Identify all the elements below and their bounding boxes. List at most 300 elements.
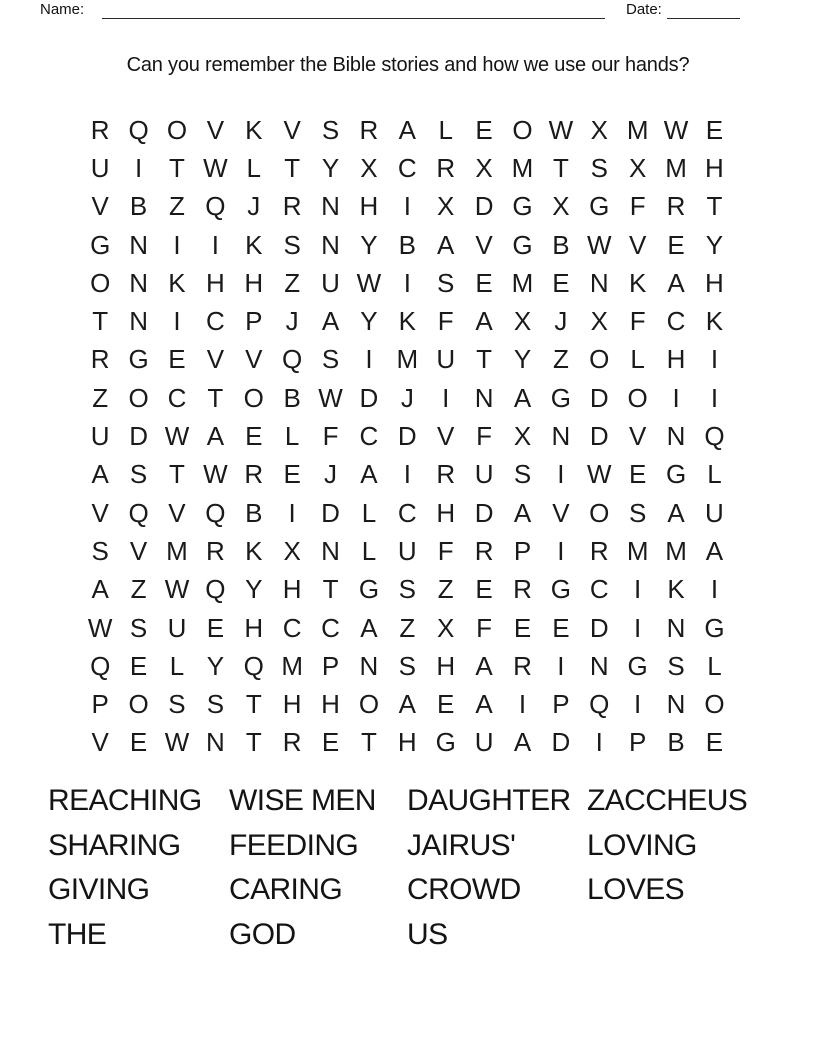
word-list-item: SHARING (48, 828, 181, 862)
grid-letter: O (704, 689, 725, 720)
grid-letter: H (705, 267, 724, 298)
grid-letter: H (282, 689, 302, 720)
grid-letter: E (552, 267, 570, 298)
grid-letter: V (206, 344, 225, 375)
grid-letter: V (129, 535, 148, 566)
grid-letter: I (442, 382, 450, 413)
grid-letter: K (398, 306, 416, 337)
grid-letter: A (91, 459, 109, 490)
grid-letter: C (205, 306, 225, 337)
grid-letter: N (666, 421, 686, 452)
grid-letter: R (666, 191, 686, 222)
grid-letter: D (129, 421, 148, 452)
grid-letter: I (557, 459, 565, 490)
grid-letter: I (173, 306, 181, 337)
grid-letter: S (129, 612, 148, 643)
grid-letter: A (398, 689, 416, 720)
grid-letter: D (474, 191, 494, 222)
grid-letter: H (436, 497, 456, 528)
grid-letter: W (203, 152, 228, 183)
grid-letter: A (475, 689, 493, 720)
grid-letter: X (437, 191, 455, 222)
grid-letter: R (436, 152, 456, 183)
grid-letter: X (590, 114, 608, 145)
word-list (48, 779, 768, 957)
grid-letter: H (436, 650, 456, 681)
word-list-item: LOVING (587, 828, 697, 862)
grid-letter: P (513, 535, 532, 566)
grid-letter: I (595, 727, 603, 758)
grid-letter: N (551, 421, 571, 452)
grid-letter: V (628, 421, 647, 452)
grid-letter: R (90, 114, 110, 145)
grid-letter: T (552, 152, 569, 183)
grid-letter: C (666, 306, 686, 337)
grid-letter: Y (245, 574, 263, 605)
grid-letter: K (245, 114, 263, 145)
grid-letter: R (359, 114, 379, 145)
word-search-grid (81, 111, 734, 762)
grid-letter: N (129, 229, 148, 260)
grid-letter: Y (513, 344, 532, 375)
grid-letter: I (518, 689, 527, 720)
grid-letter: C (589, 574, 609, 605)
name-label: Name: (40, 1, 85, 18)
grid-letter: S (437, 267, 455, 298)
grid-letter: M (281, 650, 303, 681)
grid-letter: G (90, 229, 111, 260)
grid-letter: N (666, 612, 686, 643)
grid-letter: W (548, 114, 574, 145)
grid-letter: D (397, 421, 417, 452)
grid-letter: V (91, 497, 109, 528)
grid-letter: E (245, 421, 263, 452)
grid-letter: O (128, 689, 149, 720)
grid-letter: O (358, 689, 380, 720)
grid-letter: I (557, 650, 565, 681)
grid-letter: A (667, 267, 685, 298)
grid-letter: T (706, 191, 723, 222)
grid-letter: N (359, 650, 379, 681)
grid-letter: S (398, 650, 416, 681)
grid-letter: D (474, 497, 494, 528)
name-fill-line (102, 3, 605, 19)
grid-letter: W (663, 114, 689, 145)
grid-letter: L (246, 152, 261, 183)
grid-letter: L (630, 344, 645, 375)
grid-letter: N (129, 267, 148, 298)
word-list-item: REACHING (48, 784, 202, 818)
grid-letter: A (91, 574, 109, 605)
grid-letter: C (282, 612, 302, 643)
grid-letter: G (358, 574, 380, 605)
grid-letter: T (245, 727, 262, 758)
grid-letter: W (164, 574, 190, 605)
grid-letter: X (552, 191, 570, 222)
grid-letter: R (282, 191, 302, 222)
grid-letter: R (244, 459, 264, 490)
grid-letter: Q (205, 497, 226, 528)
grid-letter: V (206, 114, 225, 145)
grid-letter: X (513, 421, 532, 452)
grid-letter: M (665, 535, 687, 566)
grid-letter: S (628, 497, 647, 528)
grid-letter: I (403, 191, 411, 222)
grid-letter: I (288, 497, 296, 528)
grid-letter: D (589, 612, 609, 643)
grid-letter: H (282, 574, 302, 605)
grid-letter: R (513, 574, 532, 605)
grid-letter: N (321, 229, 340, 260)
grid-letter: K (168, 267, 186, 298)
grid-letter: X (437, 612, 455, 643)
grid-letter: I (211, 229, 219, 260)
grid-letter: T (284, 152, 301, 183)
grid-letter: Y (360, 229, 378, 260)
grid-letter: X (283, 535, 301, 566)
word-list-item: GIVING (48, 873, 150, 907)
grid-letter: X (628, 152, 647, 183)
grid-letter: C (359, 421, 379, 452)
grid-letter: O (512, 114, 533, 145)
grid-letter: L (438, 114, 453, 145)
grid-letter: V (91, 191, 109, 222)
grid-letter: Q (205, 574, 226, 605)
grid-letter: T (207, 382, 224, 413)
grid-letter: Q (128, 114, 149, 145)
grid-letter: Q (282, 344, 303, 375)
grid-letter: V (168, 497, 186, 528)
grid-letter: V (245, 344, 263, 375)
grid-letter: S (283, 229, 301, 260)
word-list-item: THE (48, 918, 107, 952)
grid-letter: V (475, 229, 493, 260)
grid-letter: X (590, 306, 608, 337)
grid-letter: J (554, 306, 568, 337)
grid-letter: C (321, 612, 340, 643)
grid-letter: E (475, 267, 493, 298)
grid-letter: O (128, 382, 149, 413)
grid-letter: T (92, 306, 109, 337)
grid-letter: S (321, 344, 340, 375)
grid-letter: U (397, 535, 417, 566)
grid-letter: W (87, 612, 113, 643)
grid-letter: V (91, 727, 109, 758)
grid-letter: X (475, 152, 493, 183)
grid-letter: Q (205, 191, 226, 222)
grid-letter: L (707, 650, 722, 681)
grid-letter: S (513, 459, 532, 490)
grid-letter: Z (169, 191, 185, 222)
grid-letter: Q (589, 689, 610, 720)
grid-letter: V (283, 114, 301, 145)
grid-letter: I (365, 344, 373, 375)
grid-letter: A (667, 497, 685, 528)
grid-letter: N (321, 191, 340, 222)
word-list-item: WISE MEN (229, 784, 376, 818)
grid-letter: N (666, 689, 686, 720)
grid-letter: A (475, 650, 493, 681)
word-list-item: DAUGHTER (407, 784, 571, 818)
grid-letter: I (710, 574, 719, 605)
grid-letter: O (90, 267, 111, 298)
grid-letter: R (90, 344, 110, 375)
grid-letter: S (398, 574, 416, 605)
grid-letter: L (284, 421, 300, 452)
grid-letter: F (322, 421, 339, 452)
grid-letter: H (359, 191, 379, 222)
grid-letter: F (476, 421, 493, 452)
grid-letter: Z (92, 382, 109, 413)
grid-letter: K (245, 535, 263, 566)
grid-letter: I (403, 267, 411, 298)
grid-letter: U (90, 152, 110, 183)
word-list-item: GOD (229, 918, 296, 952)
grid-letter: M (166, 535, 188, 566)
date-fill-line (667, 3, 740, 19)
grid-letter: L (707, 459, 722, 490)
grid-letter: L (169, 650, 185, 681)
grid-letter: N (205, 727, 225, 758)
grid-letter: H (666, 344, 686, 375)
grid-letter: R (589, 535, 609, 566)
grid-letter: P (321, 650, 340, 681)
grid-letter: A (513, 497, 532, 528)
grid-letter: G (435, 727, 456, 758)
grid-letter: A (360, 459, 378, 490)
grid-letter: R (513, 650, 532, 681)
grid-letter: E (513, 612, 532, 643)
grid-letter: P (552, 689, 570, 720)
grid-letter: Z (130, 574, 147, 605)
grid-letter: G (512, 191, 533, 222)
grid-letter: M (511, 152, 534, 183)
grid-letter: S (667, 650, 685, 681)
grid-letter: S (129, 459, 148, 490)
word-list-item: JAIRUS' (407, 828, 516, 862)
grid-letter: W (164, 727, 190, 758)
grid-letter: G (665, 459, 687, 490)
grid-letter: Y (360, 306, 378, 337)
word-list-item: FEEDING (229, 828, 359, 862)
grid-letter: D (551, 727, 571, 758)
grid-letter: Z (437, 574, 454, 605)
grid-letter: W (203, 459, 228, 490)
grid-letter: R (474, 535, 494, 566)
grid-letter: W (356, 267, 382, 298)
grid-letter: W (587, 229, 612, 260)
grid-letter: A (398, 114, 416, 145)
grid-letter: F (476, 612, 493, 643)
grid-letter: R (436, 459, 456, 490)
grid-letter: E (206, 612, 225, 643)
grid-letter: B (245, 497, 263, 528)
grid-letter: H (244, 612, 264, 643)
grid-letter: A (705, 535, 724, 566)
grid-letter: C (397, 152, 417, 183)
grid-letter: S (91, 535, 109, 566)
grid-letter: E (437, 689, 455, 720)
grid-letter: E (475, 114, 493, 145)
grid-letter: T (169, 459, 185, 490)
grid-letter: K (667, 574, 685, 605)
grid-letter: M (665, 152, 687, 183)
grid-letter: A (513, 727, 532, 758)
grid-letter: W (318, 382, 343, 413)
grid-letter: U (436, 344, 456, 375)
grid-letter: B (283, 382, 301, 413)
grid-letter: A (437, 229, 455, 260)
grid-letter: V (552, 497, 570, 528)
grid-letter: I (672, 382, 680, 413)
grid-letter: I (173, 229, 181, 260)
grid-letter: U (474, 459, 494, 490)
grid-letter: U (705, 497, 724, 528)
grid-letter: H (244, 267, 264, 298)
grid-letter: W (164, 421, 190, 452)
grid-letter: E (705, 727, 724, 758)
grid-letter: U (167, 612, 187, 643)
grid-letter: W (587, 459, 612, 490)
grid-letter: Z (399, 612, 416, 643)
grid-letter: E (129, 650, 148, 681)
grid-letter: L (361, 497, 377, 528)
grid-letter: Q (90, 650, 111, 681)
grid-letter: H (397, 727, 417, 758)
grid-letter: O (627, 382, 648, 413)
grid-letter: A (321, 306, 340, 337)
grid-letter: A (475, 306, 493, 337)
grid-letter: V (628, 229, 647, 260)
grid-letter: F (437, 535, 454, 566)
word-list-item: ZACCHEUS (587, 784, 748, 818)
grid-letter: K (705, 306, 724, 337)
grid-letter: O (589, 497, 610, 528)
grid-letter: F (629, 306, 646, 337)
grid-letter: D (321, 497, 340, 528)
grid-letter: N (589, 650, 609, 681)
grid-letter: E (283, 459, 301, 490)
grid-letter: G (704, 612, 725, 643)
word-list-item: CARING (229, 873, 343, 907)
grid-letter: O (243, 382, 264, 413)
grid-letter: Y (705, 229, 724, 260)
grid-letter: U (90, 421, 110, 452)
grid-letter: I (634, 574, 642, 605)
grid-letter: F (629, 191, 646, 222)
grid-letter: B (129, 191, 148, 222)
grid-letter: G (550, 382, 571, 413)
grid-letter: O (589, 344, 610, 375)
grid-letter: H (321, 689, 340, 720)
grid-letter: E (168, 344, 186, 375)
grid-letter: C (397, 497, 417, 528)
grid-letter: T (169, 152, 185, 183)
grid-letter: G (627, 650, 648, 681)
grid-letter: G (512, 229, 533, 260)
date-label: Date: (626, 1, 662, 18)
grid-letter: V (437, 421, 455, 452)
grid-letter: I (557, 535, 565, 566)
grid-letter: B (667, 727, 685, 758)
grid-letter: M (626, 535, 649, 566)
grid-letter: B (552, 229, 570, 260)
grid-letter: T (245, 689, 262, 720)
grid-letter: A (360, 612, 378, 643)
grid-letter: S (168, 689, 186, 720)
grid-letter: H (205, 267, 225, 298)
grid-letter: C (167, 382, 187, 413)
grid-letter: E (552, 612, 570, 643)
grid-letter: Z (284, 267, 301, 298)
grid-letter: T (360, 727, 377, 758)
grid-letter: Y (321, 152, 340, 183)
grid-letter: J (400, 382, 414, 413)
grid-letter: T (476, 344, 493, 375)
grid-letter: T (322, 574, 339, 605)
grid-letter: Q (704, 421, 725, 452)
grid-letter: I (710, 382, 719, 413)
grid-letter: P (91, 689, 109, 720)
grid-letter: N (589, 267, 609, 298)
grid-letter: F (437, 306, 454, 337)
grid-letter: N (321, 535, 340, 566)
grid-letter: X (513, 306, 532, 337)
grid-letter: J (324, 459, 338, 490)
grid-letter: P (245, 306, 263, 337)
grid-letter: I (710, 344, 719, 375)
grid-letter: B (398, 229, 416, 260)
grid-letter: E (705, 114, 724, 145)
grid-letter: X (360, 152, 378, 183)
grid-letter: A (513, 382, 532, 413)
word-list-item: US (407, 918, 448, 952)
grid-letter: E (129, 727, 148, 758)
grid-letter: N (474, 382, 494, 413)
grid-letter: J (285, 306, 299, 337)
grid-letter: S (590, 152, 608, 183)
grid-letter: I (134, 152, 143, 183)
grid-letter: E (321, 727, 340, 758)
grid-letter: E (667, 229, 685, 260)
grid-letter: R (205, 535, 225, 566)
grid-letter: E (628, 459, 647, 490)
grid-letter: Q (243, 650, 264, 681)
grid-letter: U (321, 267, 340, 298)
grid-letter: K (245, 229, 263, 260)
grid-letter: O (166, 114, 188, 145)
grid-letter: A (206, 421, 225, 452)
grid-letter: S (321, 114, 340, 145)
grid-letter: N (129, 306, 148, 337)
grid-letter: H (705, 152, 724, 183)
grid-letter: G (589, 191, 610, 222)
grid-letter: J (247, 191, 261, 222)
grid-letter: I (634, 689, 642, 720)
grid-letter: G (550, 574, 571, 605)
grid-letter: Z (552, 344, 569, 375)
grid-letter: M (511, 267, 534, 298)
grid-letter: G (128, 344, 149, 375)
grid-letter: I (634, 612, 642, 643)
grid-letter: E (475, 574, 493, 605)
word-list-item: LOVES (587, 873, 685, 907)
grid-letter: L (361, 535, 377, 566)
grid-letter: K (628, 267, 647, 298)
grid-letter: D (359, 382, 379, 413)
grid-letter: R (282, 727, 302, 758)
grid-letter: S (206, 689, 225, 720)
